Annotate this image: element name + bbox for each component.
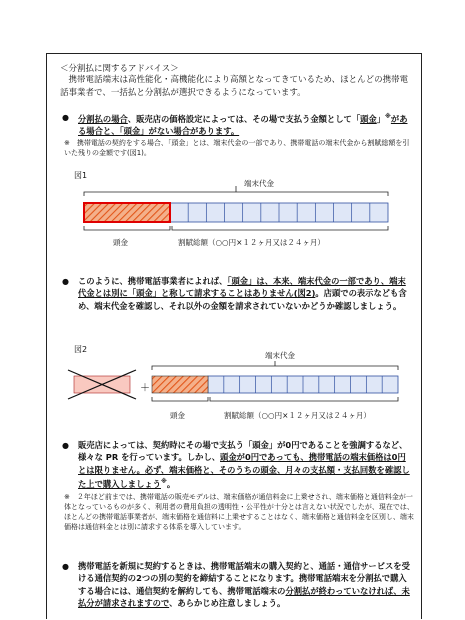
bullet-1-lead: 分割払の場合 [78, 113, 128, 124]
section-header: ＜分割払に関するアドバイス＞ [60, 64, 179, 74]
figure-2-top-label: 端末代金 [265, 351, 295, 360]
note-1: ※ 携帯電話の契約をする場合、「頭金」とは、端末代金の一部であり、携帯電話の端末代金から割賦総額を引いた残りの金額です(図1)。 [64, 139, 410, 157]
figure-1-right-brace [172, 226, 388, 230]
figure-1-top-brace [84, 192, 388, 196]
bullet-2-text: このように、携帯電話事業者によれば、「頭金」は、本来、端末代金の一部であり、端末代金とは別に「頭金」と称して請求することはありません(図2)。店頭での表示なども含め、端末代金を確認し、それ以外の金額を請求されていないかどうか確認しましょう。 [78, 276, 407, 311]
figure-2-plus: ＋ [140, 383, 150, 394]
bullet-3-text: 販売店によっては、契約時にその場で支払う「頭金」が0円であることを強調するなど、様々な PR を行っています。しかし、頭金が0円であっても、携帯電話の端末価格は0円とは限りません。必ず、端末価格と、そのうちの頭金、月々の支払額・支払回数を確認した上で購入しましょう※。 [78, 440, 410, 489]
figure-1-down-payment-bar [84, 203, 170, 222]
figure-1-left-label: 頭金 [113, 238, 128, 247]
figure-2-left-label: 頭金 [170, 411, 185, 420]
figure-2-down-payment-bar [152, 376, 208, 393]
figure-2-right-brace [210, 397, 398, 401]
bullet-4-marker: ● [62, 562, 69, 571]
bullet-4-emphasis: 分割払が終わっていなければ、未払分が請求されますので [78, 585, 410, 609]
bullet-2-marker: ● [62, 277, 69, 286]
figure-2-diagram [68, 361, 398, 401]
figure-1-top-label: 端末代金 [244, 179, 274, 188]
bullet-4-text: 携帯電話を新規に契約するときは、携帯電話端末の購入契約と、通話・通信サービスを受ける通信契約の2つの別の契約を締結することになります。携帯電話端末を分割払で購入する場合には、通信契約を解約しても、携帯電話端末の分割払が終わっていなければ、未払分が請求されますので、あらかじめ注意しましょう。 [78, 561, 410, 609]
bullet-1-text: 分割払の場合、販売店の価格設定によっては、その場で支払う金額として「頭金」※がある場合と、「頭金」がない場合があります。 [78, 113, 408, 137]
bullet-1-atama: 頭金 [360, 113, 377, 124]
figure-1-label: 図1 [74, 171, 88, 180]
bullet-2-emphasis: 「頭金」は、本来、端末代金の一部であり、端末代金とは別に「頭金」と称して請求することはありません(図2) [78, 276, 406, 299]
figure-2-top-brace [152, 366, 398, 370]
intro-paragraph: 携帯電話端末は高性能化・高機能化により高額となってきているため、ほとんどの携帯電話事業者で、一括払と分割払が選択できるようになっています。 [60, 75, 409, 98]
bullet-1-marker: ● [62, 113, 69, 122]
figure-2-left-brace [152, 397, 208, 401]
figure-1-right-label: 割賦総額（○○円×１２ヶ月又は２４ヶ月） [178, 238, 325, 247]
note-2: ※ ２年ほど前までは、携帯電話の販売モデルは、端末価格が通信料金に上乗せされ、端末価格と通信料金が一体となっているものが多く、利用者の費用負担の透明性・公平性が十分とは言えない状況でしたが、現在では、ほとんどの携帯電話事業者が、端末価格を通信料に上乗せすることはなく、端末価格と通信料金を区別し、端末価格は通信料金とは別に請求する体系を導入しています。 [64, 493, 414, 531]
figure-2-right-label: 割賦総額（○○円×１２ヶ月又は２４ヶ月） [224, 411, 371, 420]
figure-1-left-brace [84, 226, 170, 230]
figure-2-label: 図2 [74, 345, 88, 354]
bullet-3-emphasis: 頭金が0円であっても、携帯電話の端末価格は0円とは限りません。必ず、端末価格と、そのうちの頭金、月々の支払額・支払回数を確認した上で購入しましょう [78, 452, 410, 489]
figure-1-diagram [84, 186, 388, 230]
bullet-3-marker: ● [62, 441, 69, 450]
